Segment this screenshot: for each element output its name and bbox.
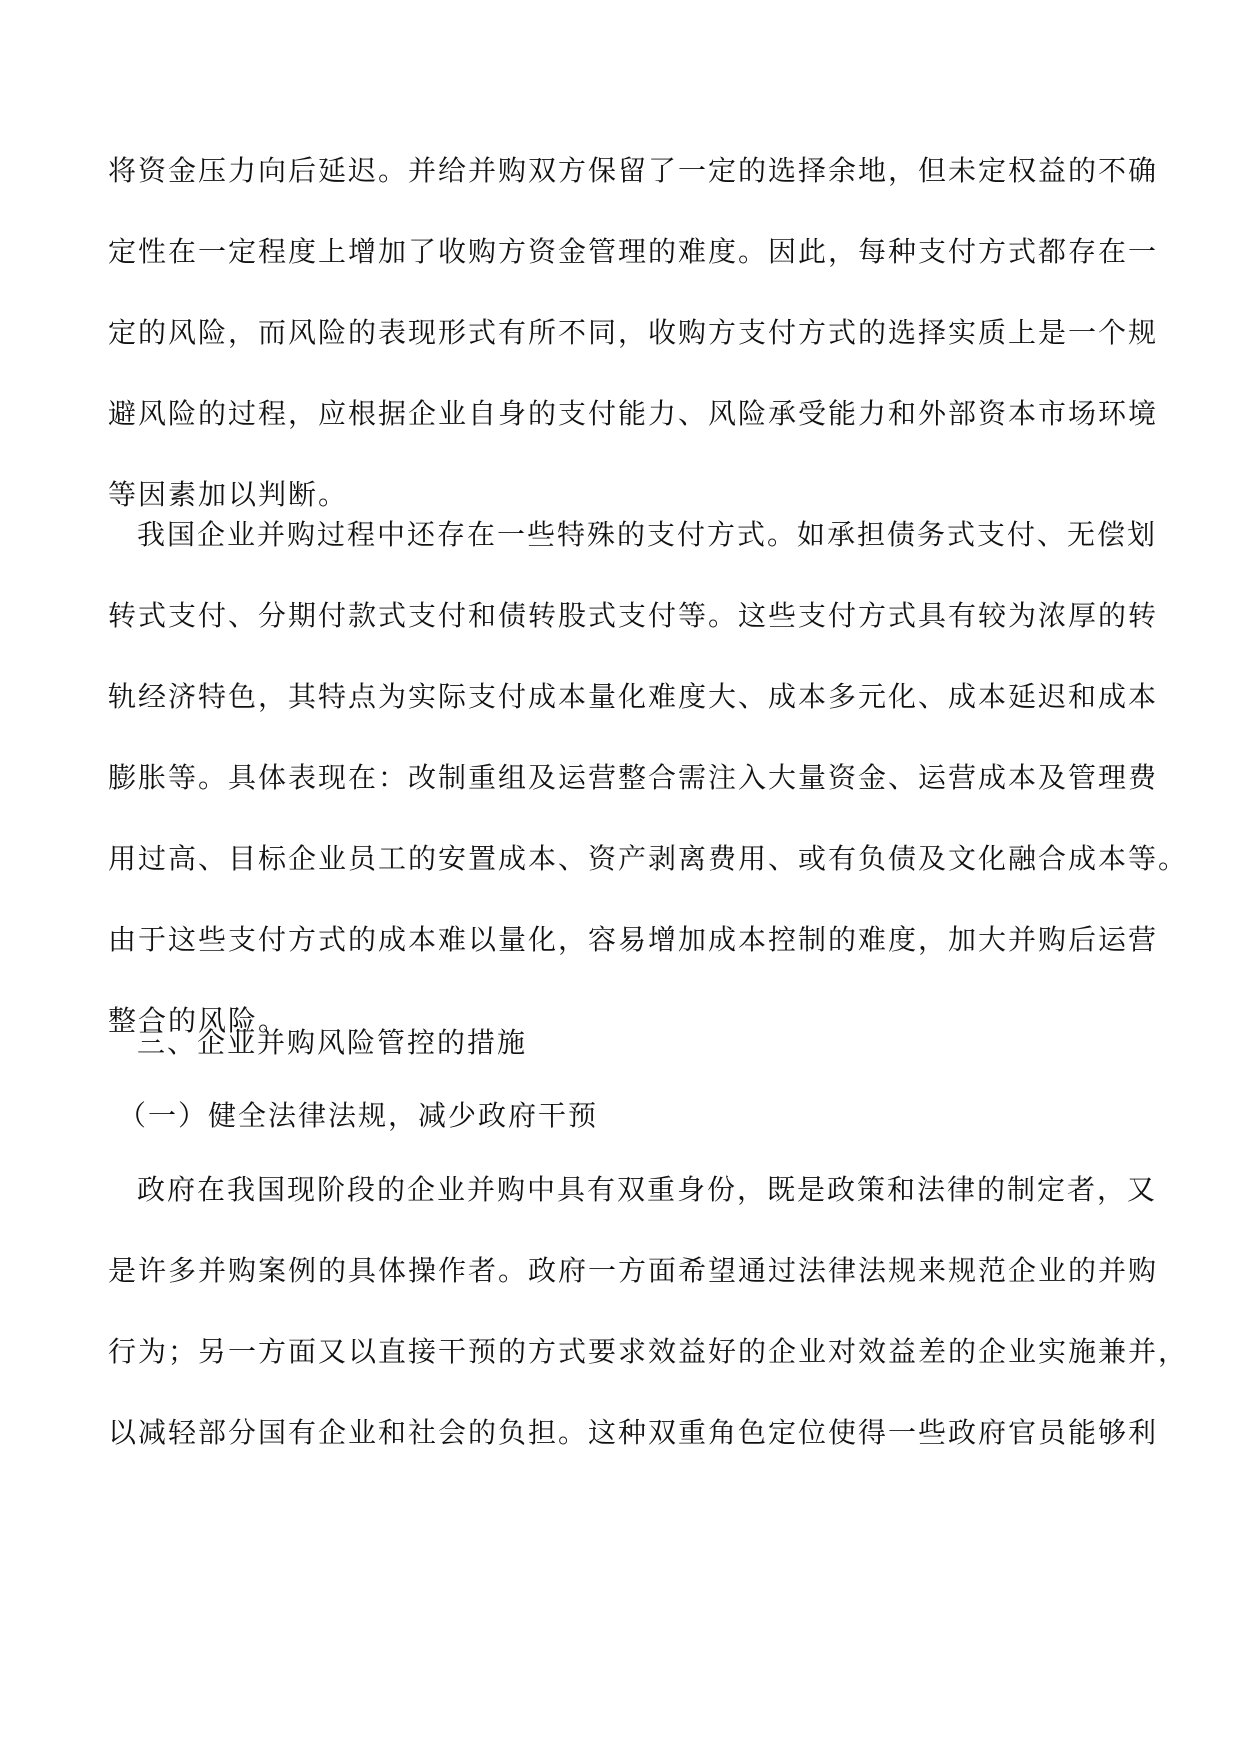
paragraph-2-line: 我国企业并购过程中还存在一些特殊的支付方式。如承担债务式支付、无偿划	[137, 518, 1158, 551]
paragraph-1-line: 避风险的过程，应根据企业自身的支付能力、风险承受能力和外部资本市场环境	[108, 397, 1159, 430]
paragraph-2-line: 整合的风险。	[108, 1004, 289, 1037]
paragraph-2-line: 用过高、目标企业员工的安置成本、资产剥离费用、或有负债及文化融合成本等。	[108, 842, 1189, 875]
paragraph-3	[108, 1149, 1189, 1473]
section-heading: 三、企业并购风险管控的措施	[137, 1026, 528, 1059]
paragraph-1-line: 等因素加以判断。	[108, 478, 349, 511]
paragraph-2	[108, 494, 1189, 1061]
paragraph-1-line: 定性在一定程度上增加了收购方资金管理的难度。因此，每种支付方式都存在一	[108, 235, 1159, 268]
paragraph-3-line: 是许多并购案例的具体操作者。政府一方面希望通过法律法规来规范企业的并购	[108, 1254, 1159, 1287]
subsection-heading: （一）健全法律法规，减少政府干预	[118, 1099, 599, 1132]
paragraph-2-line: 由于这些支付方式的成本难以量化，容易增加成本控制的难度，加大并购后运营	[108, 923, 1159, 956]
paragraph-1-line: 定的风险，而风险的表现形式有所不同，收购方支付方式的选择实质上是一个规	[108, 316, 1159, 349]
paragraph-3-line: 政府在我国现阶段的企业并购中具有双重身份，既是政策和法律的制定者，又	[137, 1173, 1158, 1206]
paragraph-2-line: 膨胀等。具体表现在：改制重组及运营整合需注入大量资金、运营成本及管理费	[108, 761, 1159, 794]
paragraph-1	[108, 130, 1159, 535]
paragraph-2-line: 转式支付、分期付款式支付和债转股式支付等。这些支付方式具有较为浓厚的转	[108, 599, 1159, 632]
paragraph-3-line: 以减轻部分国有企业和社会的负担。这种双重角色定位使得一些政府官员能够利	[108, 1416, 1159, 1449]
paragraph-2-line: 轨经济特色，其特点为实际支付成本量化难度大、成本多元化、成本延迟和成本	[108, 680, 1159, 713]
paragraph-3-line: 行为；另一方面又以直接干预的方式要求效益好的企业对效益差的企业实施兼并，	[108, 1335, 1189, 1368]
paragraph-1-line: 将资金压力向后延迟。并给并购双方保留了一定的选择余地，但未定权益的不确	[108, 154, 1159, 187]
